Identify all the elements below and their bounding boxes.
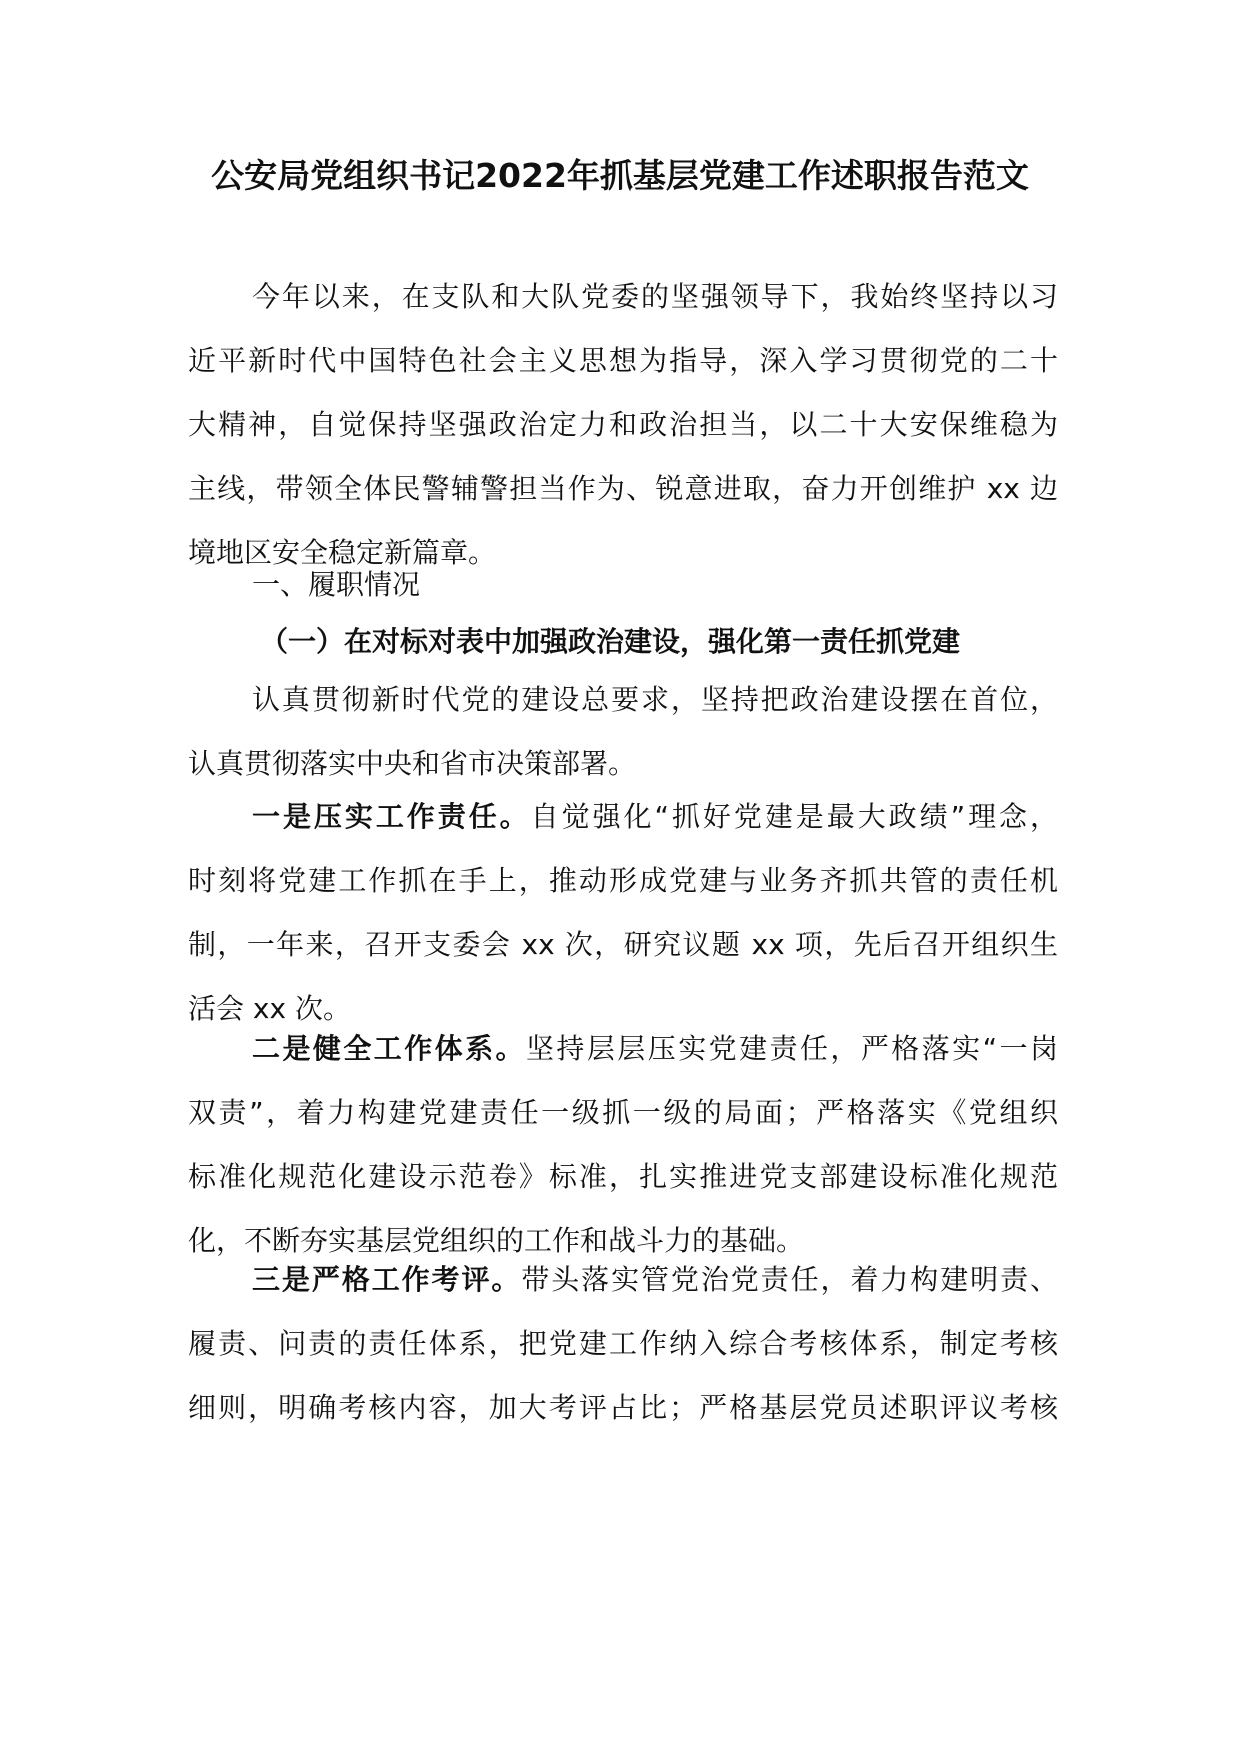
text: 自觉强化“抓好党建是最大政绩”理念， [530, 800, 1058, 833]
text-line: 今年以来，在支队和大队党委的坚强领导下，我始终坚持以习 [252, 280, 1058, 313]
text-line: 认真贯彻落实中央和省市决策部署。 [188, 747, 637, 780]
paragraph [188, 668, 1058, 796]
text-line: 制，一年来，召开支委会 xx 次，研究议题 xx 项，先后召开组织生 [188, 928, 1058, 961]
text-line [188, 1017, 1058, 1081]
lead-text: 一是压实工作责任。 [252, 800, 531, 833]
lead-text: 三是严格工作考评。 [252, 1263, 522, 1296]
text-line: 履责、问责的责任体系，把党建工作纳入综合考核体系，制定考核 [188, 1327, 1058, 1360]
paragraph-point-3 [188, 1248, 1058, 1440]
text-line: 认真贯彻新时代党的建设总要求，坚持把政治建设摆在首位， [252, 683, 1058, 716]
subsection-heading [188, 610, 1058, 674]
text-line: 细则，明确考核内容，加大考评占比；严格基层党员述职评议考核 [188, 1391, 1058, 1424]
text-line: 化，不断夯实基层党组织的工作和战斗力的基础。 [188, 1224, 805, 1257]
text-line: 大精神，自觉保持坚强政治定力和政治担当，以二十大安保维稳为 [188, 408, 1058, 441]
text-line: 双责”，着力构建党建责任一级抓一级的局面；严格落实《党组织 [188, 1096, 1058, 1129]
text-line: 标准化规范化建设示范卷》标准，扎实推进党支部建设标准化规范 [188, 1160, 1058, 1193]
text-line: 近平新时代中国特色社会主义思想为指导，深入学习贯彻党的二十 [188, 344, 1058, 377]
paragraph-point-1 [188, 785, 1058, 1041]
heading-1: 一、履职情况 [252, 568, 421, 601]
text: 坚持层层压实党建责任，严格落实“一岗 [525, 1032, 1058, 1065]
text-line: 境地区安全稳定新篇章。 [188, 536, 497, 569]
paragraph-point-2 [188, 1017, 1058, 1273]
intro-paragraph [188, 265, 1058, 585]
section-heading [188, 553, 1058, 617]
text-line [188, 785, 1058, 849]
text-line: 活会 xx 次。 [188, 992, 351, 1025]
document-title: 公安局党组织书记2022年抓基层党建工作述职报告范文 [211, 156, 1029, 195]
lead-text: 二是健全工作体系。 [252, 1032, 526, 1065]
text-line: 时刻将党建工作抓在手上，推动形成党建与业务齐抓共管的责任机 [188, 864, 1058, 897]
text-line [188, 1248, 1058, 1312]
text: 带头落实管党治党责任，着力构建明责、 [521, 1263, 1058, 1296]
text-line: 主线，带领全体民警辅警担当作为、锐意进取，奋力开创维护 xx 边 [188, 472, 1058, 505]
heading-2: （一）在对标对表中加强政治建设，强化第一责任抓党建 [260, 625, 961, 658]
